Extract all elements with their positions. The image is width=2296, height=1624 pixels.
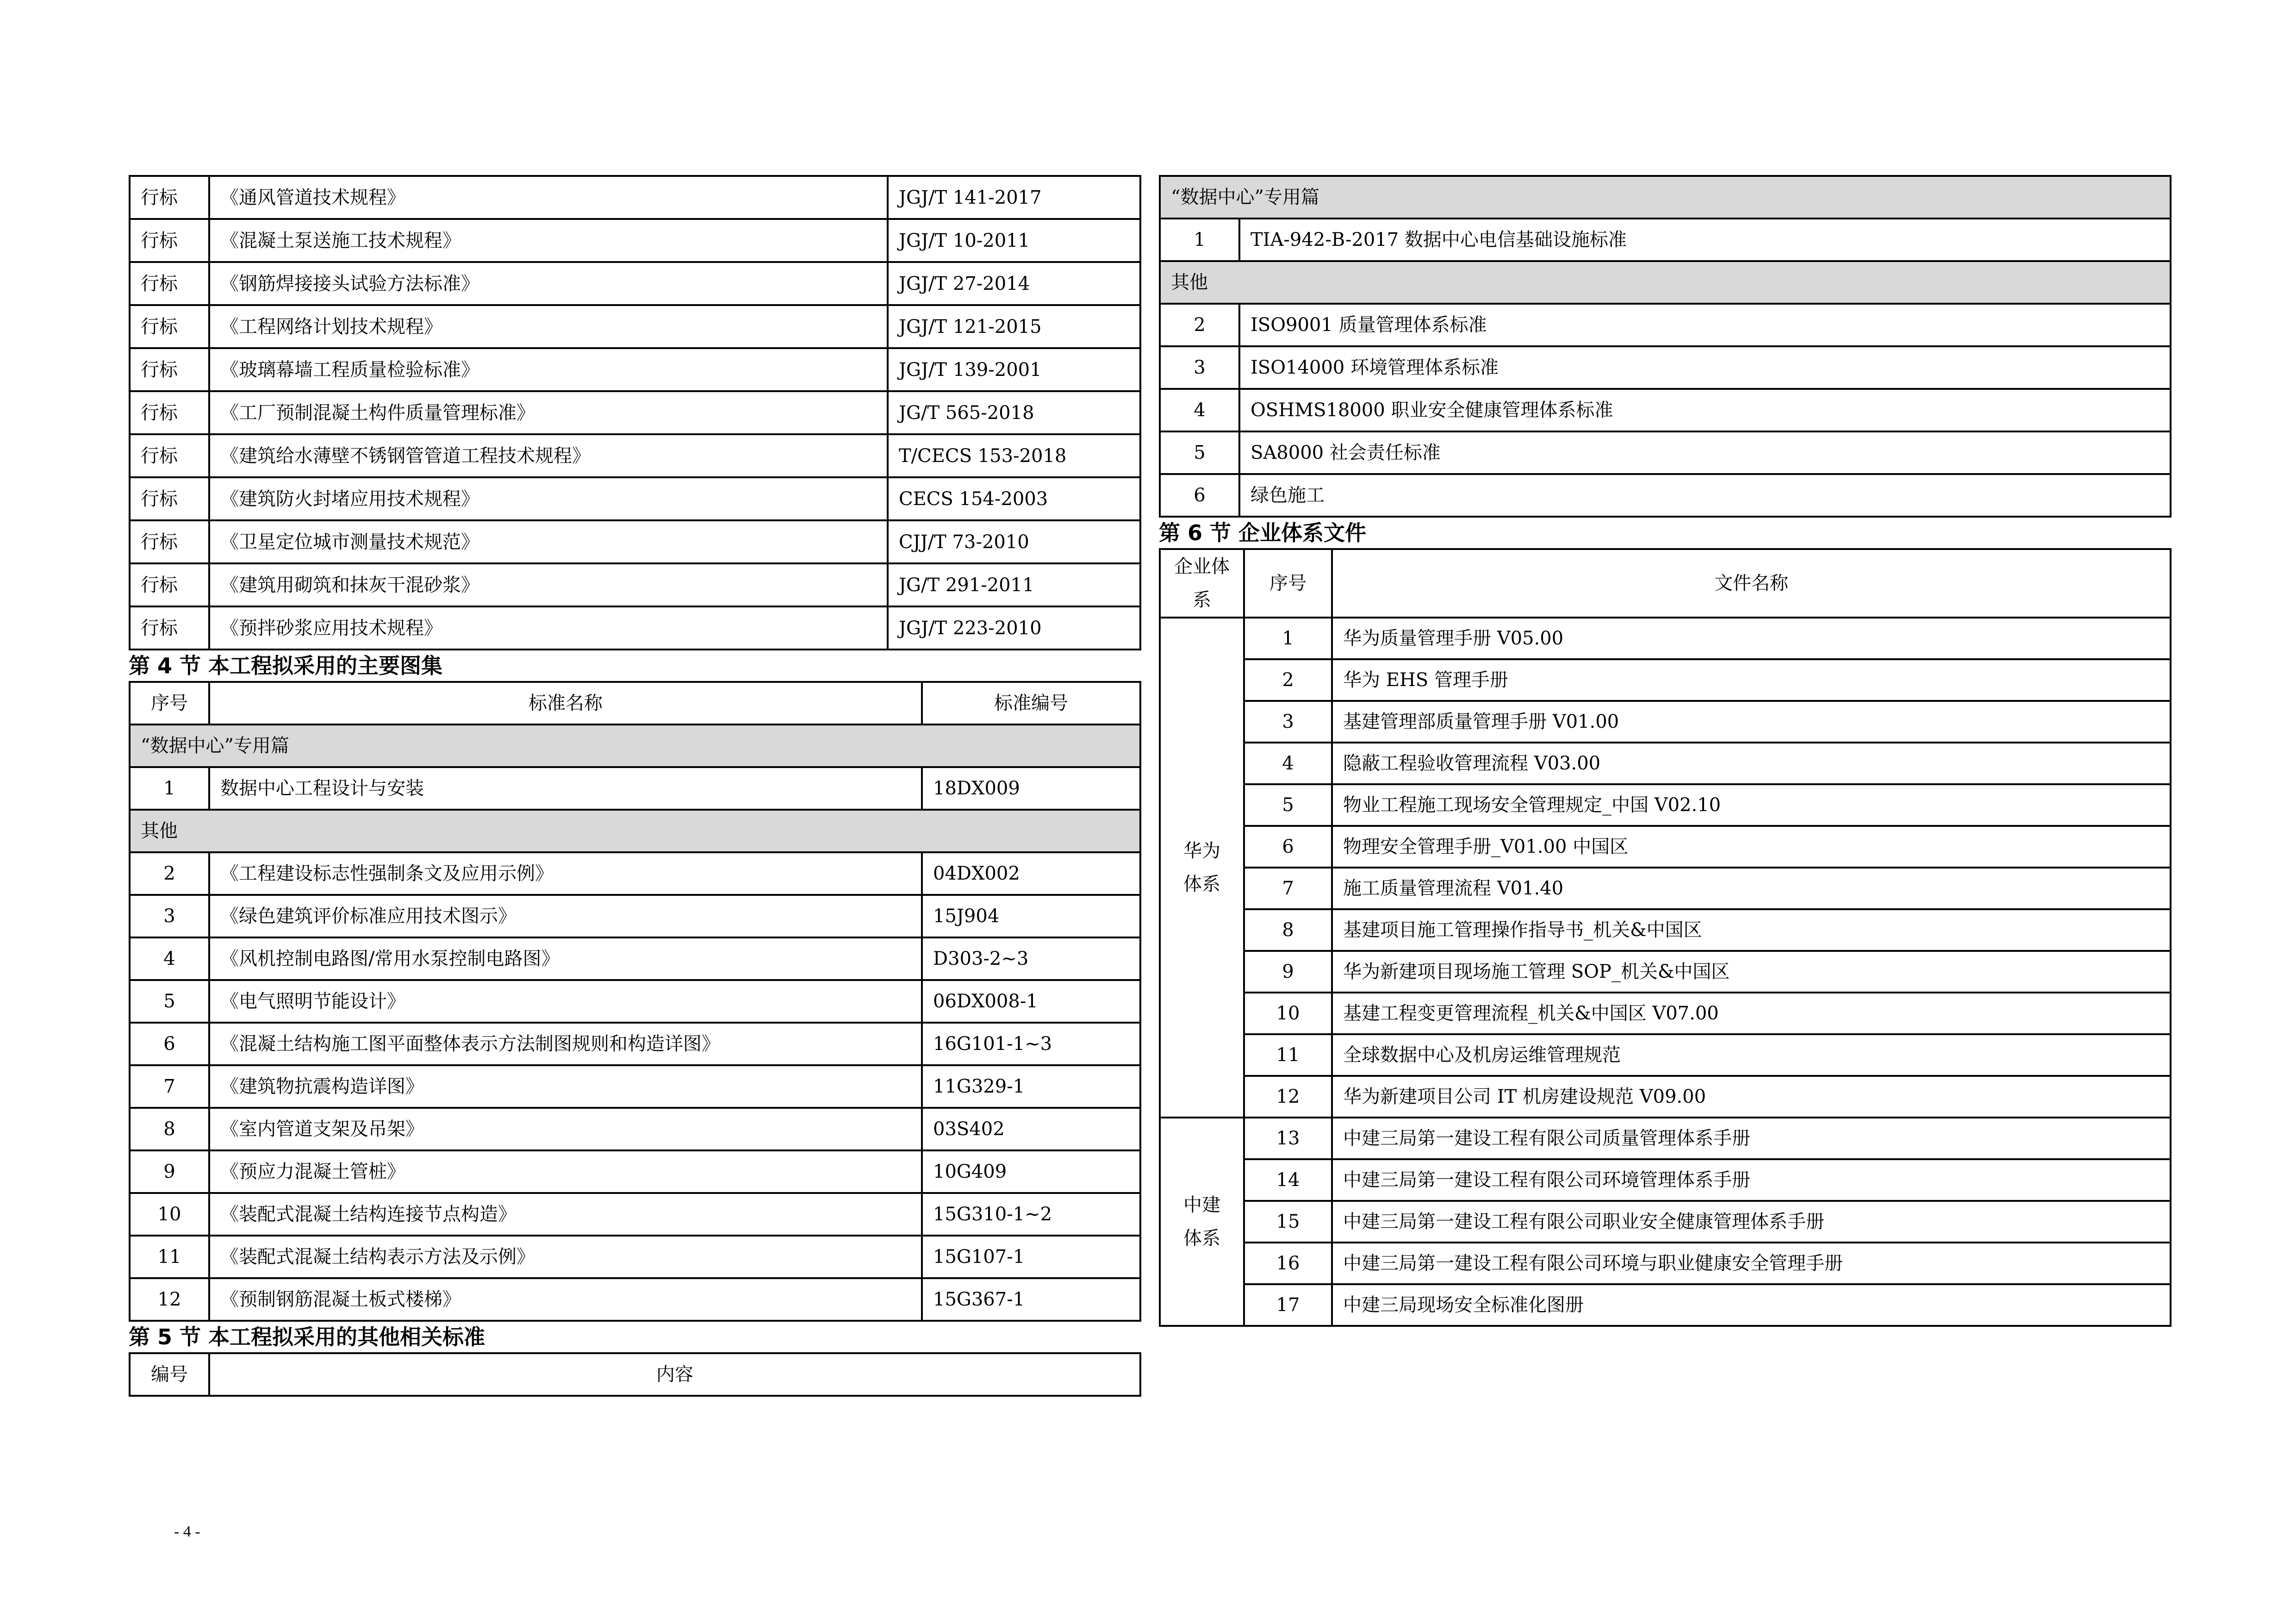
row-name: 物理安全管理手册_V01.00 中国区: [1332, 826, 2171, 868]
table-row: [1160, 1034, 2171, 1076]
row-no: 9: [1244, 951, 1332, 993]
standard-code: JGJ/T 121-2015: [888, 305, 1140, 348]
other-standards-table: [129, 1352, 1141, 1397]
row-no: 3: [1160, 346, 1239, 389]
enterprise-header-row: [1160, 549, 2171, 618]
row-name: 《室内管道支架及吊架》: [209, 1108, 922, 1150]
row-content: TIA-942-B-2017 数据中心电信基础设施标准: [1239, 219, 2171, 261]
group-label: 其他: [1160, 261, 2171, 304]
row-name: 中建三局第一建设工程有限公司环境管理体系手册: [1332, 1159, 2171, 1201]
other-standards-continued-table: [1159, 175, 2172, 518]
row-name: 《预制钢筋混凝土板式楼梯》: [209, 1278, 922, 1321]
row-no: 16: [1244, 1243, 1332, 1284]
table-row: [1160, 868, 2171, 909]
standard-name: 《混凝土泵送施工技术规程》: [209, 219, 888, 262]
row-no: 2: [130, 852, 209, 895]
table-row: [130, 176, 1140, 219]
row-no: 5: [1160, 431, 1239, 474]
row-no: 12: [130, 1278, 209, 1321]
page-number: - 4 -: [174, 1523, 200, 1540]
table-row: [130, 1023, 1140, 1065]
standard-name: 《玻璃幕墙工程质量检验标准》: [209, 348, 888, 391]
standard-name: 《卫星定位城市测量技术规范》: [209, 520, 888, 563]
table-row: [1160, 701, 2171, 743]
row-code: 06DX008-1: [922, 980, 1140, 1023]
row-code: 18DX009: [922, 767, 1140, 810]
row-content: 绿色施工: [1239, 474, 2171, 517]
standard-type: 行标: [130, 348, 209, 391]
table-row: [130, 606, 1140, 650]
table-row: [130, 1278, 1140, 1321]
row-name: 隐蔽工程验收管理流程 V03.00: [1332, 743, 2171, 784]
row-name: 施工质量管理流程 V01.40: [1332, 868, 2171, 909]
row-code: 16G101-1~3: [922, 1023, 1140, 1065]
table-row: [130, 305, 1140, 348]
table-row: [130, 1236, 1140, 1278]
row-no: 5: [1244, 784, 1332, 826]
table-row: [1160, 389, 2171, 431]
header-no: 序号: [130, 682, 209, 725]
standard-name: 《预拌砂浆应用技术规程》: [209, 606, 888, 650]
table-row: [1160, 909, 2171, 951]
row-no: 11: [130, 1236, 209, 1278]
row-name: 《装配式混凝土结构连接节点构造》: [209, 1193, 922, 1236]
table-row: [1160, 1076, 2171, 1118]
standard-code: T/CECS 153-2018: [888, 434, 1140, 477]
standard-code: CJJ/T 73-2010: [888, 520, 1140, 563]
row-code: 10G409: [922, 1150, 1140, 1193]
standard-type: 行标: [130, 262, 209, 305]
table-row: [130, 391, 1140, 434]
standard-type: 行标: [130, 477, 209, 520]
header-no: 序号: [1244, 549, 1332, 618]
table-row: [130, 937, 1140, 980]
table-row: [1160, 1201, 2171, 1243]
standard-name: 《通风管道技术规程》: [209, 176, 888, 219]
standard-type: 行标: [130, 520, 209, 563]
table-row: [130, 520, 1140, 563]
row-name: 《装配式混凝土结构表示方法及示例》: [209, 1236, 922, 1278]
row-no: 3: [1244, 701, 1332, 743]
row-no: 5: [130, 980, 209, 1023]
section-4-title: 第 4 节 本工程拟采用的主要图集: [129, 653, 443, 678]
row-no: 4: [1244, 743, 1332, 784]
row-no: 17: [1244, 1284, 1332, 1326]
standard-code: JGJ/T 139-2001: [888, 348, 1140, 391]
section-6-title: 第 6 节 企业体系文件: [1159, 520, 1367, 545]
table-row: [1160, 743, 2171, 784]
row-name: 全球数据中心及机房运维管理规范: [1332, 1034, 2171, 1076]
row-no: 12: [1244, 1076, 1332, 1118]
header-no: 编号: [130, 1353, 209, 1396]
row-no: 6: [130, 1023, 209, 1065]
row-no: 15: [1244, 1201, 1332, 1243]
standard-type: 行标: [130, 219, 209, 262]
table-row: [1160, 474, 2171, 517]
other-standards-header-row: [130, 1353, 1140, 1396]
standard-name: 《工厂预制混凝土构件质量管理标准》: [209, 391, 888, 434]
row-name: 中建三局现场安全标准化图册: [1332, 1284, 2171, 1326]
table-row: [130, 852, 1140, 895]
standard-type: 行标: [130, 176, 209, 219]
table-row: [1160, 1118, 2171, 1159]
table-row: [1160, 659, 2171, 701]
standard-code: JGJ/T 223-2010: [888, 606, 1140, 650]
row-name: 《预应力混凝土管桩》: [209, 1150, 922, 1193]
table-row: [130, 1193, 1140, 1236]
atlas-table: [129, 681, 1141, 1322]
table-row: [130, 262, 1140, 305]
table-row: [130, 1150, 1140, 1193]
standard-type: 行标: [130, 606, 209, 650]
group-row: [1160, 261, 2171, 304]
standard-type: 行标: [130, 305, 209, 348]
right-column: [1159, 175, 2170, 1327]
standard-code: JG/T 565-2018: [888, 391, 1140, 434]
row-code: 04DX002: [922, 852, 1140, 895]
table-row: [130, 1065, 1140, 1108]
row-no: 2: [1160, 304, 1239, 346]
row-no: 2: [1244, 659, 1332, 701]
system-label: 华为 体系: [1160, 618, 1244, 1118]
industry-standards-table: [129, 175, 1141, 650]
table-row: [1160, 784, 2171, 826]
row-name: 物业工程施工现场安全管理规定_中国 V02.10: [1332, 784, 2171, 826]
row-name: 《工程建设标志性强制条文及应用示例》: [209, 852, 922, 895]
row-code: 15J904: [922, 895, 1140, 937]
row-no: 7: [130, 1065, 209, 1108]
row-code: 03S402: [922, 1108, 1140, 1150]
row-no: 6: [1160, 474, 1239, 517]
row-name: 数据中心工程设计与安装: [209, 767, 922, 810]
row-code: 11G329-1: [922, 1065, 1140, 1108]
row-name: 《风机控制电路图/常用水泵控制电路图》: [209, 937, 922, 980]
row-content: ISO9001 质量管理体系标准: [1239, 304, 2171, 346]
group-row: [1160, 176, 2171, 219]
standard-name: 《建筑用砌筑和抹灰干混砂浆》: [209, 563, 888, 606]
table-row: [130, 980, 1140, 1023]
row-no: 10: [1244, 993, 1332, 1034]
row-name: 中建三局第一建设工程有限公司环境与职业健康安全管理手册: [1332, 1243, 2171, 1284]
standard-name: 《建筑防火封堵应用技术规程》: [209, 477, 888, 520]
standard-name: 《建筑给水薄壁不锈钢管管道工程技术规程》: [209, 434, 888, 477]
row-no: 4: [1160, 389, 1239, 431]
table-row: [1160, 304, 2171, 346]
row-no: 1: [130, 767, 209, 810]
row-no: 8: [1244, 909, 1332, 951]
row-content: OSHMS18000 职业安全健康管理体系标准: [1239, 389, 2171, 431]
row-name: 中建三局第一建设工程有限公司职业安全健康管理体系手册: [1332, 1201, 2171, 1243]
group-label: 其他: [130, 810, 1140, 852]
standard-type: 行标: [130, 391, 209, 434]
group-row: [130, 725, 1140, 767]
header-content: 内容: [209, 1353, 1140, 1396]
row-no: 10: [130, 1193, 209, 1236]
table-row: [1160, 1284, 2171, 1326]
table-row: [130, 348, 1140, 391]
row-no: 3: [130, 895, 209, 937]
table-row: [1160, 951, 2171, 993]
header-code: 标准编号: [922, 682, 1140, 725]
row-name: 华为新建项目公司 IT 机房建设规范 V09.00: [1332, 1076, 2171, 1118]
row-name: 中建三局第一建设工程有限公司质量管理体系手册: [1332, 1118, 2171, 1159]
table-row: [130, 1108, 1140, 1150]
table-row: [130, 767, 1140, 810]
row-no: 13: [1244, 1118, 1332, 1159]
row-no: 11: [1244, 1034, 1332, 1076]
row-name: 华为质量管理手册 V05.00: [1332, 618, 2171, 659]
row-no: 1: [1244, 618, 1332, 659]
row-no: 9: [130, 1150, 209, 1193]
row-name: 华为新建项目现场施工管理 SOP_机关&中国区: [1332, 951, 2171, 993]
table-row: [130, 434, 1140, 477]
row-code: 15G107-1: [922, 1236, 1140, 1278]
standard-name: 《工程网络计划技术规程》: [209, 305, 888, 348]
table-row: [1160, 618, 2171, 659]
table-row: [1160, 1243, 2171, 1284]
standard-code: JGJ/T 141-2017: [888, 176, 1140, 219]
enterprise-docs-table: [1159, 548, 2172, 1327]
table-row: [130, 895, 1140, 937]
row-name: 《绿色建筑评价标准应用技术图示》: [209, 895, 922, 937]
row-name: 基建工程变更管理流程_机关&中国区 V07.00: [1332, 993, 2171, 1034]
header-name: 文件名称: [1332, 549, 2171, 618]
standard-code: JGJ/T 27-2014: [888, 262, 1140, 305]
table-row: [1160, 1159, 2171, 1201]
left-column: [129, 175, 1139, 1397]
standard-code: CECS 154-2003: [888, 477, 1140, 520]
row-no: 14: [1244, 1159, 1332, 1201]
system-label: 中建 体系: [1160, 1118, 1244, 1326]
table-row: [1160, 346, 2171, 389]
row-code: D303-2~3: [922, 937, 1140, 980]
row-no: 7: [1244, 868, 1332, 909]
table-row: [1160, 993, 2171, 1034]
section-5-title: 第 5 节 本工程拟采用的其他相关标准: [129, 1324, 485, 1349]
standard-code: JG/T 291-2011: [888, 563, 1140, 606]
table-row: [1160, 219, 2171, 261]
row-name: 《建筑物抗震构造详图》: [209, 1065, 922, 1108]
table-row: [130, 477, 1140, 520]
group-label: “数据中心”专用篇: [130, 725, 1140, 767]
row-code: 15G367-1: [922, 1278, 1140, 1321]
header-name: 标准名称: [209, 682, 922, 725]
table-row: [1160, 826, 2171, 868]
atlas-header-row: [130, 682, 1140, 725]
row-content: ISO14000 环境管理体系标准: [1239, 346, 2171, 389]
table-row: [130, 219, 1140, 262]
header-system: 企业体系: [1160, 549, 1244, 618]
row-no: 1: [1160, 219, 1239, 261]
row-content: SA8000 社会责任标准: [1239, 431, 2171, 474]
table-row: [1160, 431, 2171, 474]
standard-type: 行标: [130, 434, 209, 477]
standard-name: 《钢筋焊接接头试验方法标准》: [209, 262, 888, 305]
row-no: 6: [1244, 826, 1332, 868]
row-name: 《电气照明节能设计》: [209, 980, 922, 1023]
row-no: 8: [130, 1108, 209, 1150]
row-name: 基建管理部质量管理手册 V01.00: [1332, 701, 2171, 743]
standard-type: 行标: [130, 563, 209, 606]
table-row: [130, 563, 1140, 606]
row-name: 华为 EHS 管理手册: [1332, 659, 2171, 701]
row-name: 基建项目施工管理操作指导书_机关&中国区: [1332, 909, 2171, 951]
standard-code: JGJ/T 10-2011: [888, 219, 1140, 262]
group-row: [130, 810, 1140, 852]
group-label: “数据中心”专用篇: [1160, 176, 2171, 219]
row-code: 15G310-1~2: [922, 1193, 1140, 1236]
row-no: 4: [130, 937, 209, 980]
row-name: 《混凝土结构施工图平面整体表示方法制图规则和构造详图》: [209, 1023, 922, 1065]
